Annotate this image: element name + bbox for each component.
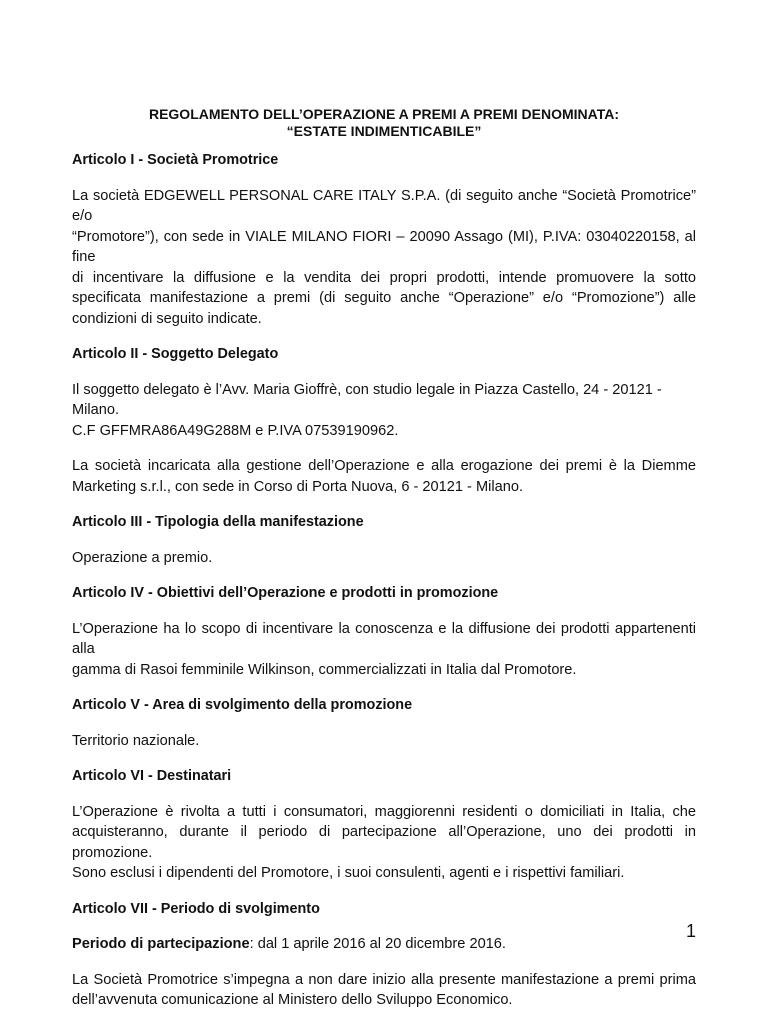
section-paragraph-art2-management <box>72 456 696 497</box>
section-paragraph-art5: Territorio nazionale. <box>72 732 200 749</box>
paragraph-line: L’Operazione è rivolta a tutti i consumatori, maggiorenni residenti o domiciliati in Italia, che <box>72 803 696 820</box>
document-body <box>72 150 696 1026</box>
section-paragraph-art7-period <box>72 934 696 955</box>
paragraph-line: La Società Promotrice s’impegna a non dare inizio alla presente manifestazione a premi prima <box>72 971 696 988</box>
paragraph-line: C.F GFFMRA86A49G288M e P.IVA 07539190962. <box>72 422 399 439</box>
paragraph-line: Sono esclusi i dipendenti del Promotore, i suoi consulenti, agenti e i rispettivi familiari. <box>72 865 625 881</box>
section-heading-art6: Articolo VI - Destinatari <box>72 768 232 784</box>
section-heading-art2: Articolo II - Soggetto Delegato <box>72 346 279 362</box>
section-heading-art1: Articolo I - Società Promotrice <box>72 152 279 168</box>
paragraph-line: “Promotore”), con sede in VIALE MILANO FIORI – 20090 Assago (MI), P.IVA: 03040220158, al fine <box>72 228 696 265</box>
section-heading-art3: Articolo III - Tipologia della manifestazione <box>72 514 364 530</box>
paragraph-line: di incentivare la diffusione e la vendita dei propri prodotti, intende promuovere la sotto <box>72 269 696 286</box>
paragraph-line: acquisteranno, durante il periodo di partecipazione all’Operazione, uno dei prodotti in <box>72 824 696 840</box>
section-heading-art5: Articolo V - Area di svolgimento della promozione <box>72 697 413 713</box>
document-title <box>72 106 696 140</box>
page-number: 1 <box>685 921 696 941</box>
title-line-2: “ESTATE INDIMENTICABILE” <box>286 123 482 139</box>
section-paragraph-art3: Operazione a premio. <box>72 549 213 566</box>
paragraph-line: gamma di Rasoi femminile Wilkinson, commercializzati in Italia dal Promotore. <box>72 661 577 678</box>
title-line-1: REGOLAMENTO DELL’OPERAZIONE A PREMI A PREMI DENOMINATA: <box>148 106 620 122</box>
paragraph-line: specificata manifestazione a premi (di seguito anche “Operazione” e/o “Promozione”) alle <box>72 290 696 306</box>
section-paragraph-art6 <box>72 802 696 884</box>
paragraph-line: L’Operazione ha lo scopo di incentivare la conoscenza e la diffusione dei prodotti appartenenti alla <box>72 620 696 657</box>
paragraph-line: Il soggetto delegato è l’Avv. Maria Gioffrè, con studio legale in Piazza Castello, 24 - 20121 - Milano. <box>72 381 662 418</box>
period-label: Periodo di partecipazione <box>72 936 250 952</box>
paragraph-line: La società EDGEWELL PERSONAL CARE ITALY S.P.A. (di seguito anche “Società Promotrice” e/o <box>72 187 696 224</box>
paragraph-line: Marketing s.r.l., con sede in Corso di Porta Nuova, 6 - 20121 - Milano. <box>72 478 524 495</box>
paragraph-line: promozione. <box>72 844 153 861</box>
section-heading-art7: Articolo VII - Periodo di svolgimento <box>72 900 320 917</box>
section-paragraph-art2-delegate <box>72 380 696 442</box>
period-text: : dal 1 aprile 2016 al 20 dicembre 2016. <box>249 936 506 952</box>
paragraph-line: La società incaricata alla gestione dell’Operazione e alla erogazione dei premi è la Diemme <box>72 458 696 474</box>
section-paragraph-art7-commitment <box>72 970 696 1011</box>
section-heading-art4: Articolo IV - Obiettivi dell’Operazione e prodotti in promozione <box>72 585 499 601</box>
paragraph-line: dell’avvenuta comunicazione al Ministero dello Sviluppo Economico. <box>72 992 513 1008</box>
section-paragraph-art4 <box>72 619 696 681</box>
section-paragraph-art1 <box>72 186 696 330</box>
paragraph-line: condizioni di seguito indicate. <box>72 310 262 327</box>
